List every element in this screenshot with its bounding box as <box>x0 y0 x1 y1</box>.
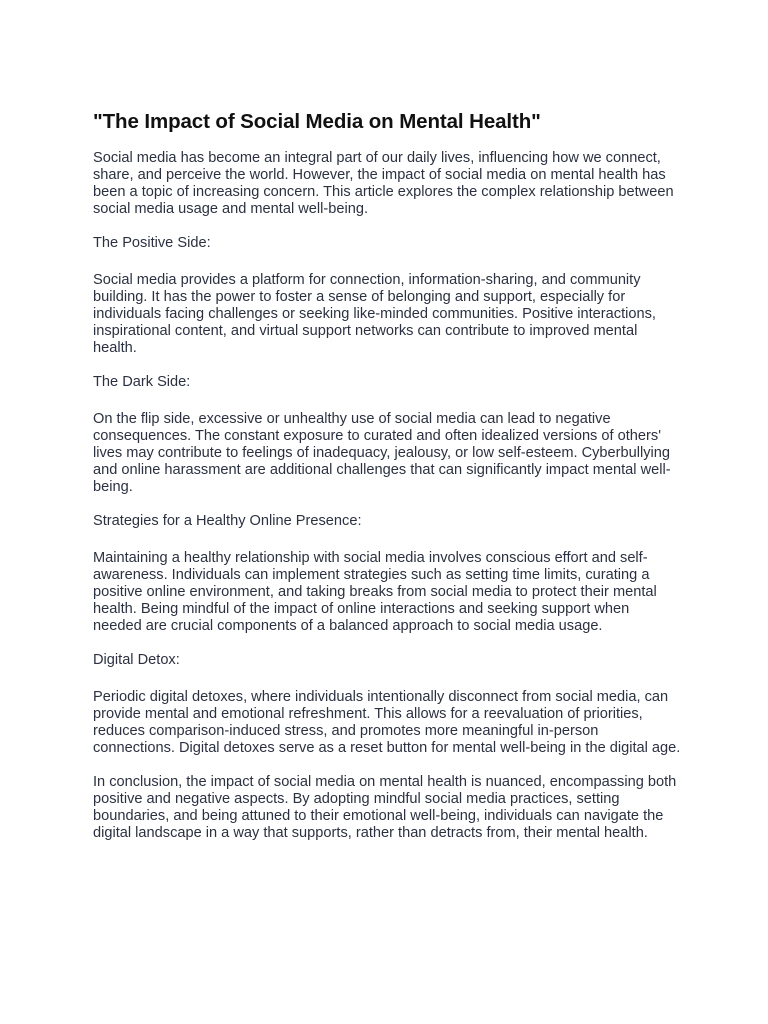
section-body-detox: Periodic digital detoxes, where individuals intentionally disconnect from social media, can provide mental and emotional refreshment. This allows for a reevaluation of priorities, reduces comparison-induced stress, and promotes more meaningful in-person connections. Digital detoxes serve as a reset button for mental well-being in the digital age. <box>93 689 681 756</box>
section-heading-positive: The Positive Side: <box>93 235 211 251</box>
document-title: "The Impact of Social Media on Mental Health" <box>93 110 541 133</box>
intro-paragraph: Social media has become an integral part of our daily lives, influencing how we connect, share, and perceive the world. However, the impact of social media on mental health has been a topic of increasing concern. This article explores the complex relationship between social media usage and mental well-being. <box>93 150 674 217</box>
section-body-strategies: Maintaining a healthy relationship with social media involves conscious effort and self-awareness. Individuals can implement strategies such as setting time limits, curating a positive online environment, and taking breaks from social media to protect their mental health. Being mindful of the impact of online interactions and seeking support when needed are crucial components of a balanced approach to social media usage. <box>93 550 657 634</box>
document-page <box>93 108 681 859</box>
conclusion-paragraph: In conclusion, the impact of social media on mental health is nuanced, encompassing both positive and negative aspects. By adopting mindful social media practices, setting boundaries, and being attuned to their emotional well-being, individuals can navigate the digital landscape in a way that supports, rather than detracts from, their mental health. <box>93 774 677 841</box>
section-heading-strategies: Strategies for a Healthy Online Presence: <box>93 513 362 529</box>
section-body-positive: Social media provides a platform for connection, information-sharing, and community building. It has the power to foster a sense of belonging and support, especially for individuals facing challenges or seeking like-minded communities. Positive interactions, inspirational content, and virtual support networks can contribute to improved mental health. <box>93 272 656 356</box>
section-heading-dark: The Dark Side: <box>93 374 191 390</box>
section-body-dark: On the flip side, excessive or unhealthy use of social media can lead to negative consequences. The constant exposure to curated and often idealized versions of others' lives may contribute to feelings of inadequacy, jealousy, or low self-esteem. Cyberbullying and online harassment are additional challenges that can significantly impact mental well-being. <box>93 411 671 495</box>
section-heading-detox: Digital Detox: <box>93 652 180 668</box>
